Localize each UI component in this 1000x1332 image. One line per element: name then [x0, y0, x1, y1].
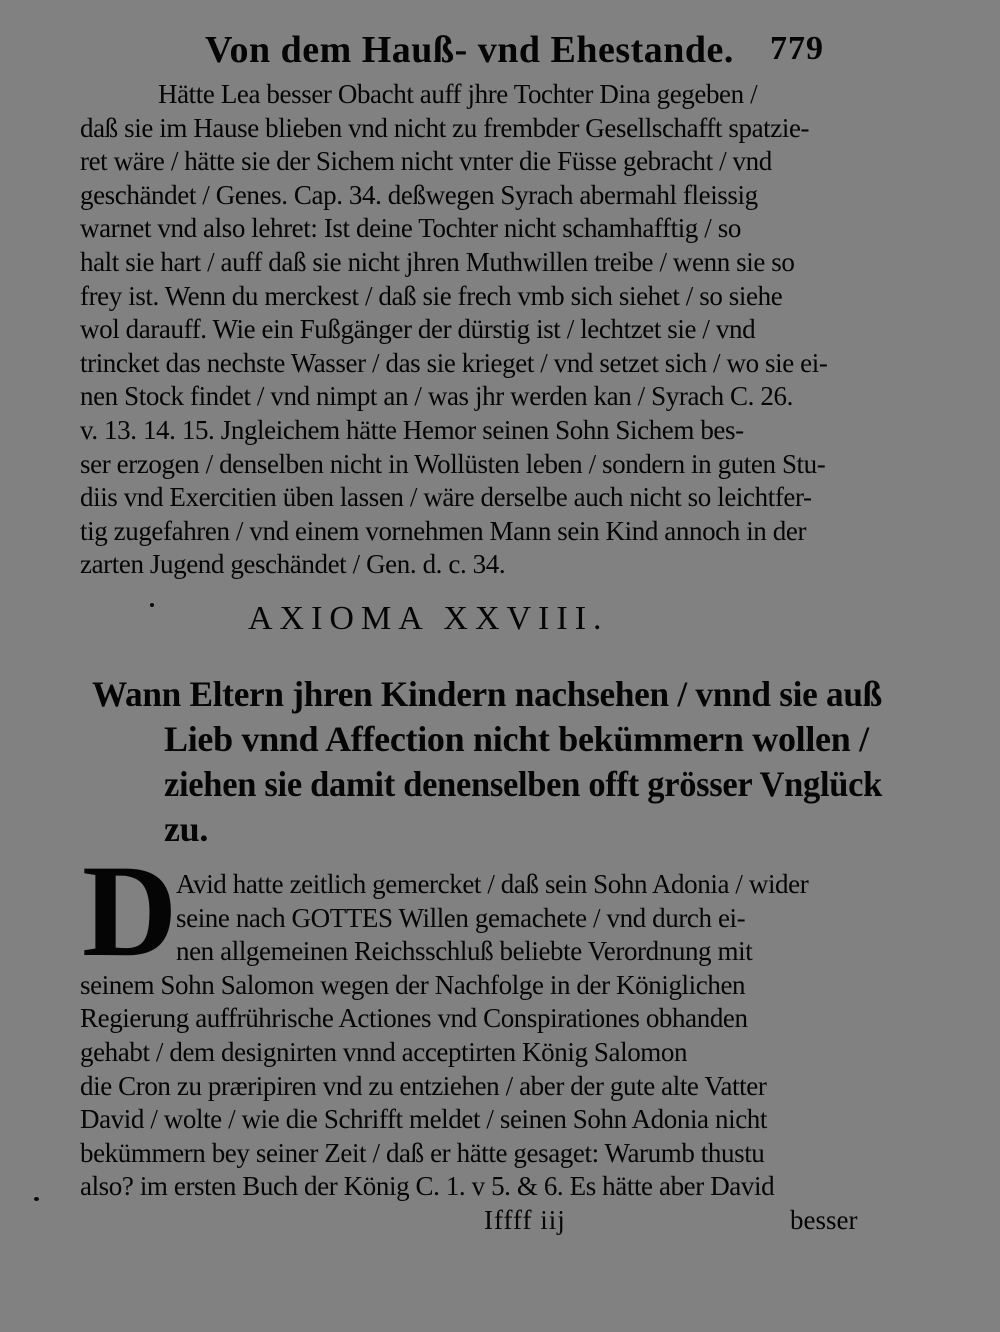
- thesis-line: Wann Eltern jhren Kindern nachsehen / vnnd sie auß: [92, 674, 882, 714]
- text-line: warnet vnd also lehret: Ist deine Tochter nicht schamhafftig / so: [80, 213, 741, 244]
- thesis-line: Lieb vnnd Affection nicht bekümmern wollen /: [164, 719, 869, 759]
- text-line: ser erzogen / denselben nicht in Wollüsten leben / sondern in guten Stu-: [80, 448, 826, 479]
- paragraph-1: [80, 78, 850, 582]
- text-line: die Cron zu præripiren vnd zu entziehen / aber der gute alte Vatter: [80, 1070, 767, 1101]
- catchword: besser: [790, 1205, 858, 1235]
- ink-speck: [34, 1197, 39, 1201]
- thesis-line: ziehen sie damit denenselben offt grösser Vnglück: [164, 764, 882, 804]
- text-line: Hätte Lea besser Obacht auff jhre Tochter Dina gegeben /: [158, 79, 758, 109]
- text-line: diis vnd Exercitien üben lassen / wäre derselbe auch nicht so leichtfer-: [80, 482, 812, 513]
- text-line: frey ist. Wenn du merckest / daß sie frech vmb sich siehet / so siehe: [80, 280, 783, 311]
- signature-mark: Iffff iij: [484, 1205, 566, 1235]
- ink-speck: [150, 603, 154, 607]
- page-number: 779: [770, 30, 824, 67]
- text-line: nen Stock findet / vnd nimpt an / was jhr werden kan / Syrach C. 26.: [80, 381, 793, 412]
- thesis-line: zu.: [164, 809, 209, 849]
- text-line: nen allgemeinen Reichsschluß beliebte Verordnung mit: [176, 936, 753, 967]
- text-line: Regierung auffrührische Actiones vnd Conspirationes obhanden: [80, 1003, 748, 1034]
- text-line: daß sie im Hause blieben vnd nicht zu frembder Gesellschafft spatzie-: [80, 112, 810, 143]
- text-line: seinem Sohn Salomon wegen der Nachfolge in der Königlichen: [80, 969, 746, 1000]
- text-line: geschändet / Genes. Cap. 34. deßwegen Syrach abermahl fleissig: [80, 179, 758, 210]
- text-line: zarten Jugend geschändet / Gen. d. c. 34.: [80, 549, 506, 580]
- text-line: bekümmern bey seiner Zeit / daß er hätte gesaget: Warumb thustu: [80, 1137, 765, 1168]
- text-line: seine nach GOTTES Willen gemachete / vnd durch ei-: [176, 902, 746, 933]
- paragraph-2: [80, 868, 850, 1204]
- text-line: tig zugefahren / vnd einem vornehmen Mann sein Kind annoch in der: [80, 515, 807, 546]
- axiom-thesis: [92, 672, 882, 852]
- text-line: wol darauff. Wie ein Fußgänger der dürstig ist / lechtzet sie / vnd: [80, 314, 756, 345]
- text-line: v. 13. 14. 15. Jngleichem hätte Hemor seinen Sohn Sichem bes-: [80, 414, 744, 445]
- text-line: David / wolte / wie die Schrifft meldet / seinen Sohn Adonia nicht: [80, 1104, 767, 1135]
- text-line: trincket das nechste Wasser / das sie krieget / vnd setzet sich / wo sie ei-: [80, 347, 828, 378]
- running-title: Von dem Hauß- vnd Ehestande.: [205, 29, 734, 71]
- text-line: gehabt / dem designirten vnnd acceptirten König Salomon: [80, 1036, 688, 1067]
- text-line: ret wäre / hätte sie der Sichem nicht vnter die Füsse gebracht / vnd: [80, 146, 772, 177]
- text-line: Avid hatte zeitlich gemercket / daß sein Sohn Adonia / wider: [176, 869, 809, 899]
- axiom-heading: AXIOMA XXVIII.: [248, 600, 609, 637]
- text-line: also? im ersten Buch der König C. 1. v 5. & 6. Es hätte aber David: [80, 1171, 775, 1202]
- text-line: halt sie hart / auff daß sie nicht jhren Muthwillen treibe / wenn sie so: [80, 246, 795, 277]
- drop-cap-initial: D: [82, 837, 178, 984]
